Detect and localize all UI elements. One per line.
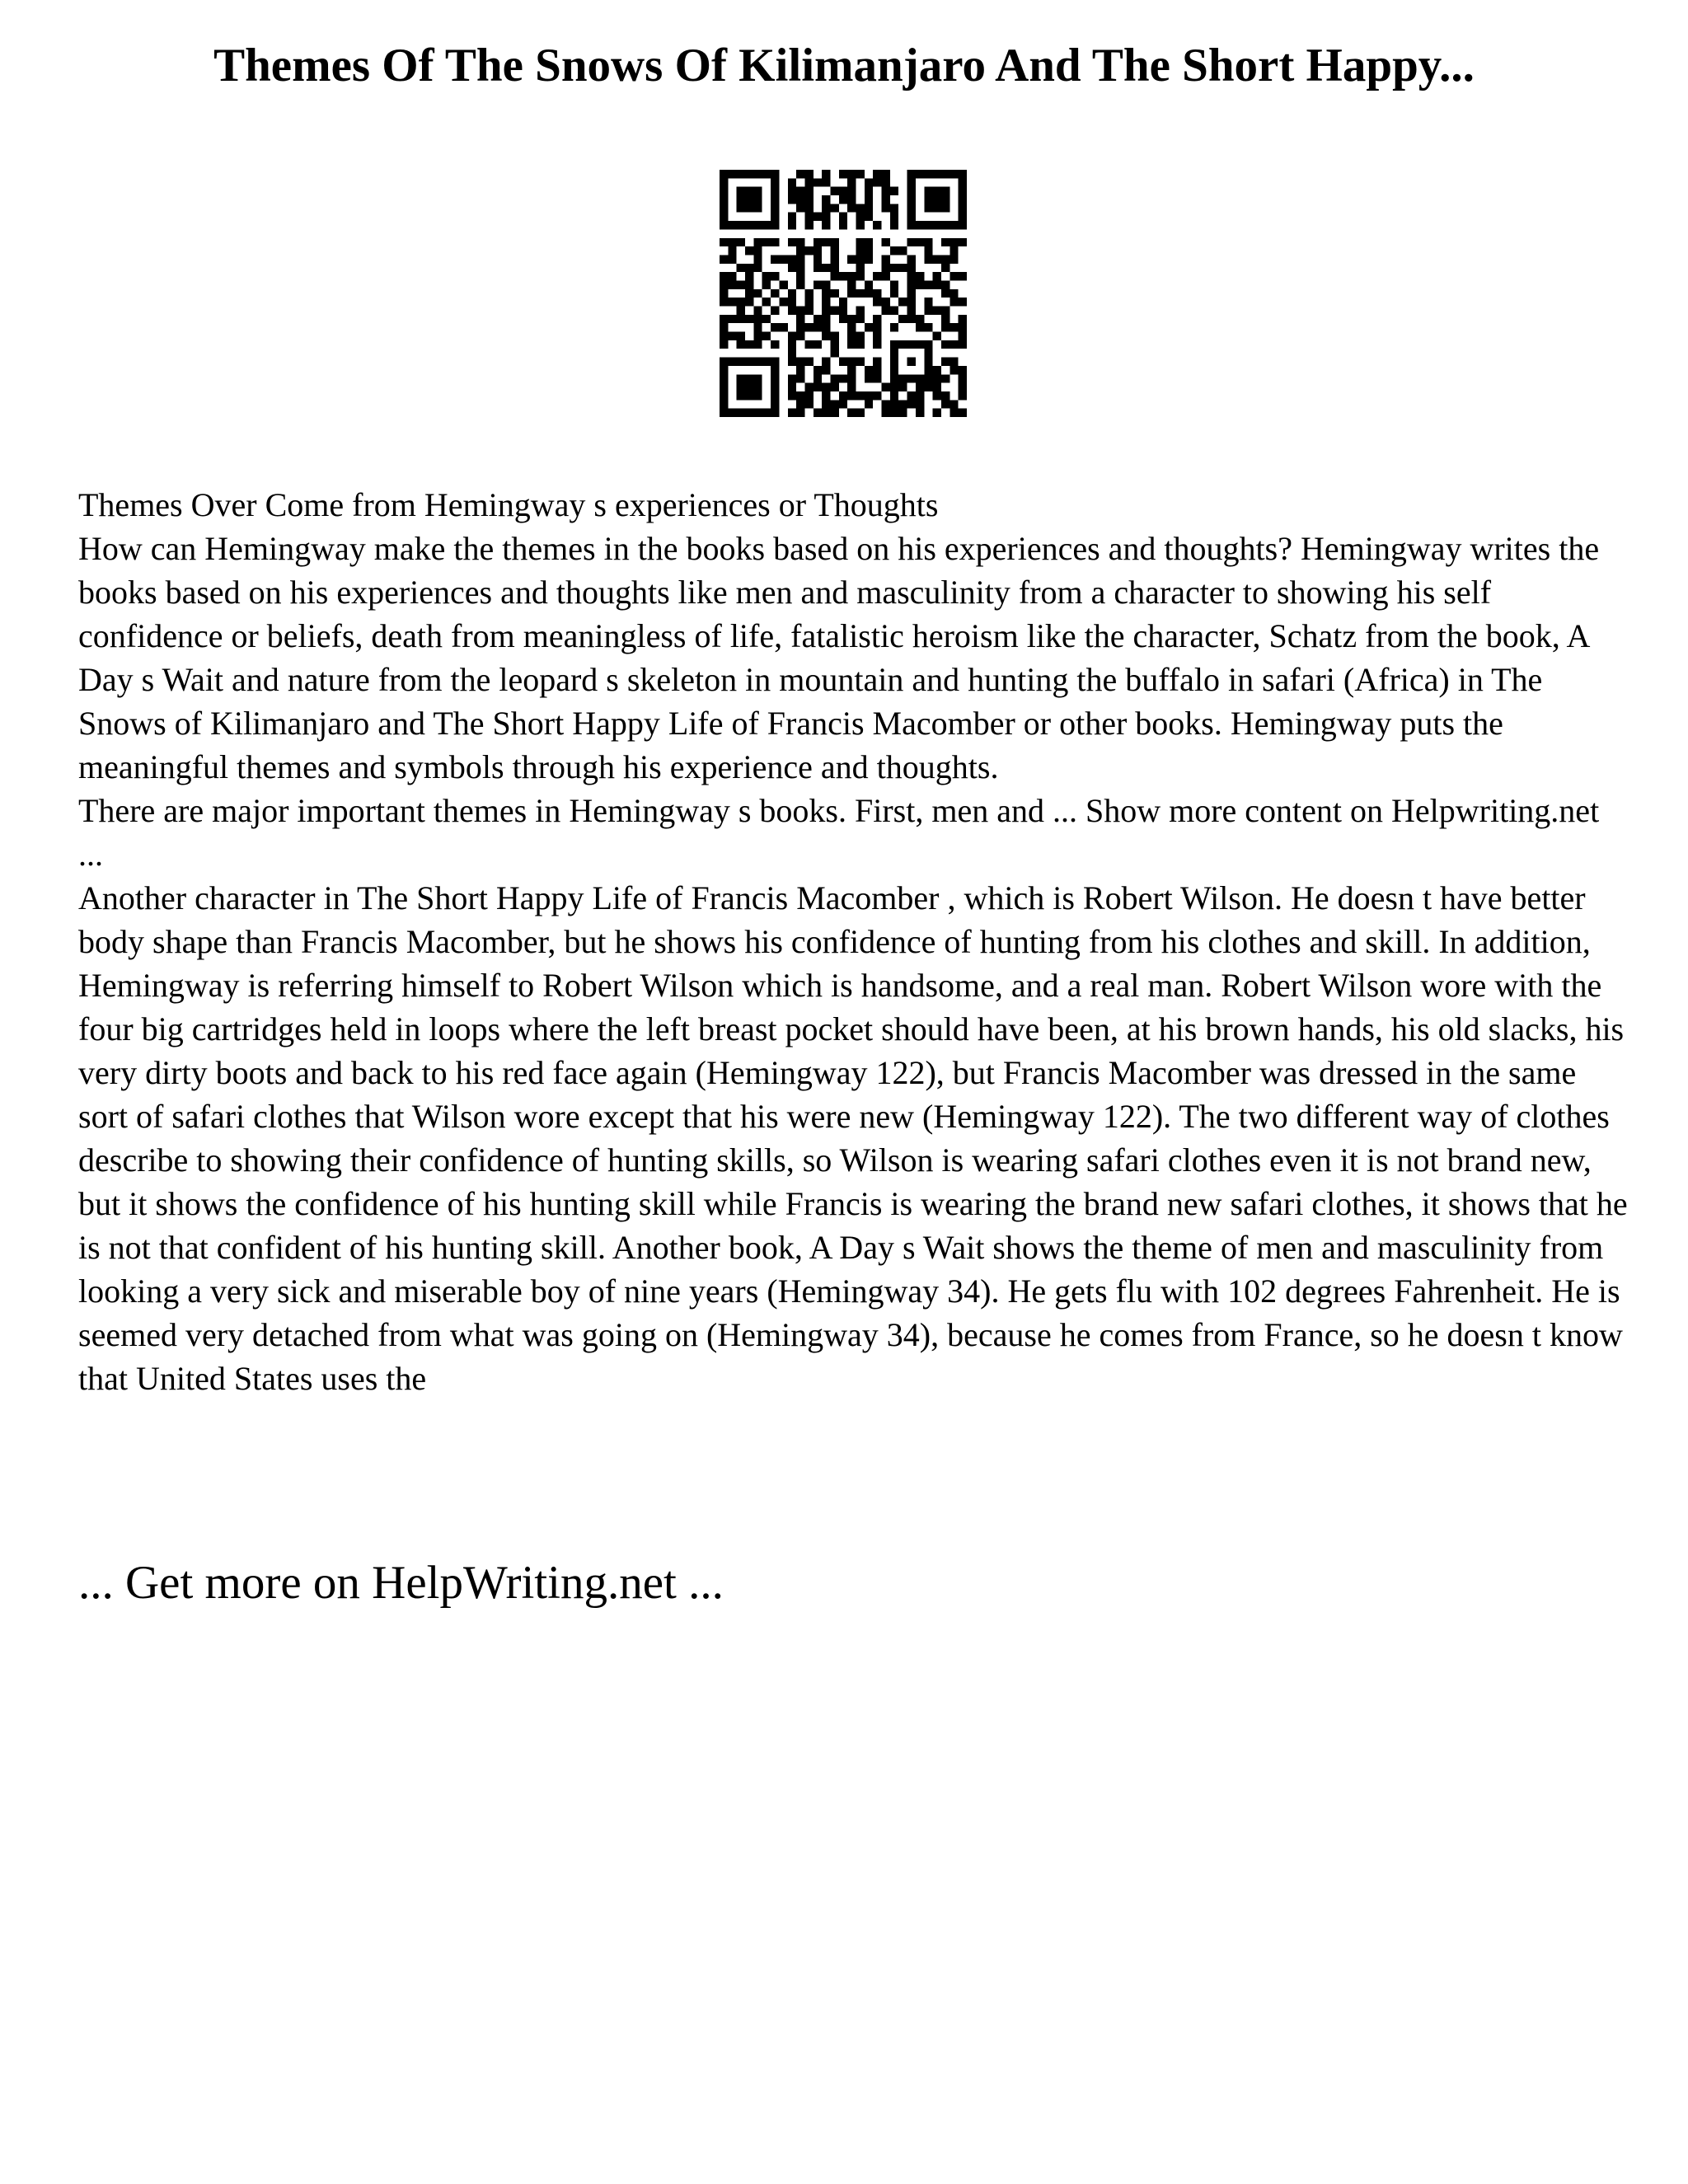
body-paragraph: There are major important themes in Hemingway s books. First, men and ... Show more content on Helpwriting.net ... [78, 792, 1600, 873]
get-more-link[interactable]: ... Get more on HelpWriting.net ... [78, 1557, 724, 1609]
body-heading: Themes Over Come from Hemingway s experiences or Thoughts [78, 486, 939, 523]
qr-code-icon [720, 170, 967, 417]
body-paragraph: How can Hemingway make the themes in the books based on his experiences and thoughts? Hemingway writes the books based on his experiences and thoughts like men and masculinity from a character to showing his self confidence or beliefs, death from meaningless of life, fatalistic heroism like the character, Schatz from the book, A Day s Wait and nature from the leopard s skeleton in mountain and hunting the buffalo in safari (Africa) in The Snows of Kilimanjaro and The Short Happy Life of Francis Macomber or other books. Hemingway puts the meaningful themes and symbols through his experience and thoughts. [78, 530, 1600, 785]
document-body [78, 483, 1628, 1400]
body-paragraph: Another character in The Short Happy Life of Francis Macomber , which is Robert Wilson. He doesn t have better body shape than Francis Macomber, but he shows his confidence of hunting from his clothes and skill. In addition, Hemingway is referring himself to Robert Wilson which is handsome, and a real man. Robert Wilson wore with the four big cartridges held in loops where the left breast pocket should have been, at his brown hands, his old slacks, his very dirty boots and back to his red face again (Hemingway 122), but Francis Macomber was dressed in the same sort of safari clothes that Wilson wore except that his were new (Hemingway 122). The two different way of clothes describe to showing their confidence of hunting skills, so Wilson is wearing safari clothes even it is not brand new, but it shows the confidence of his hunting skill while Francis is wearing the brand new safari clothes, it shows that he is not that confident of his hunting skill. Another book, A Day s Wait shows the theme of men and masculinity from looking a very sick and miserable boy of nine years (Hemingway 34). He gets flu with 102 degrees Fahrenheit. He is seemed very detached from what was going on (Hemingway 34), because he comes from France, so he doesn t know that United States uses the [78, 879, 1628, 1397]
document-title: Themes Of The Snows Of Kilimanjaro And The Short Happy... [213, 40, 1475, 91]
